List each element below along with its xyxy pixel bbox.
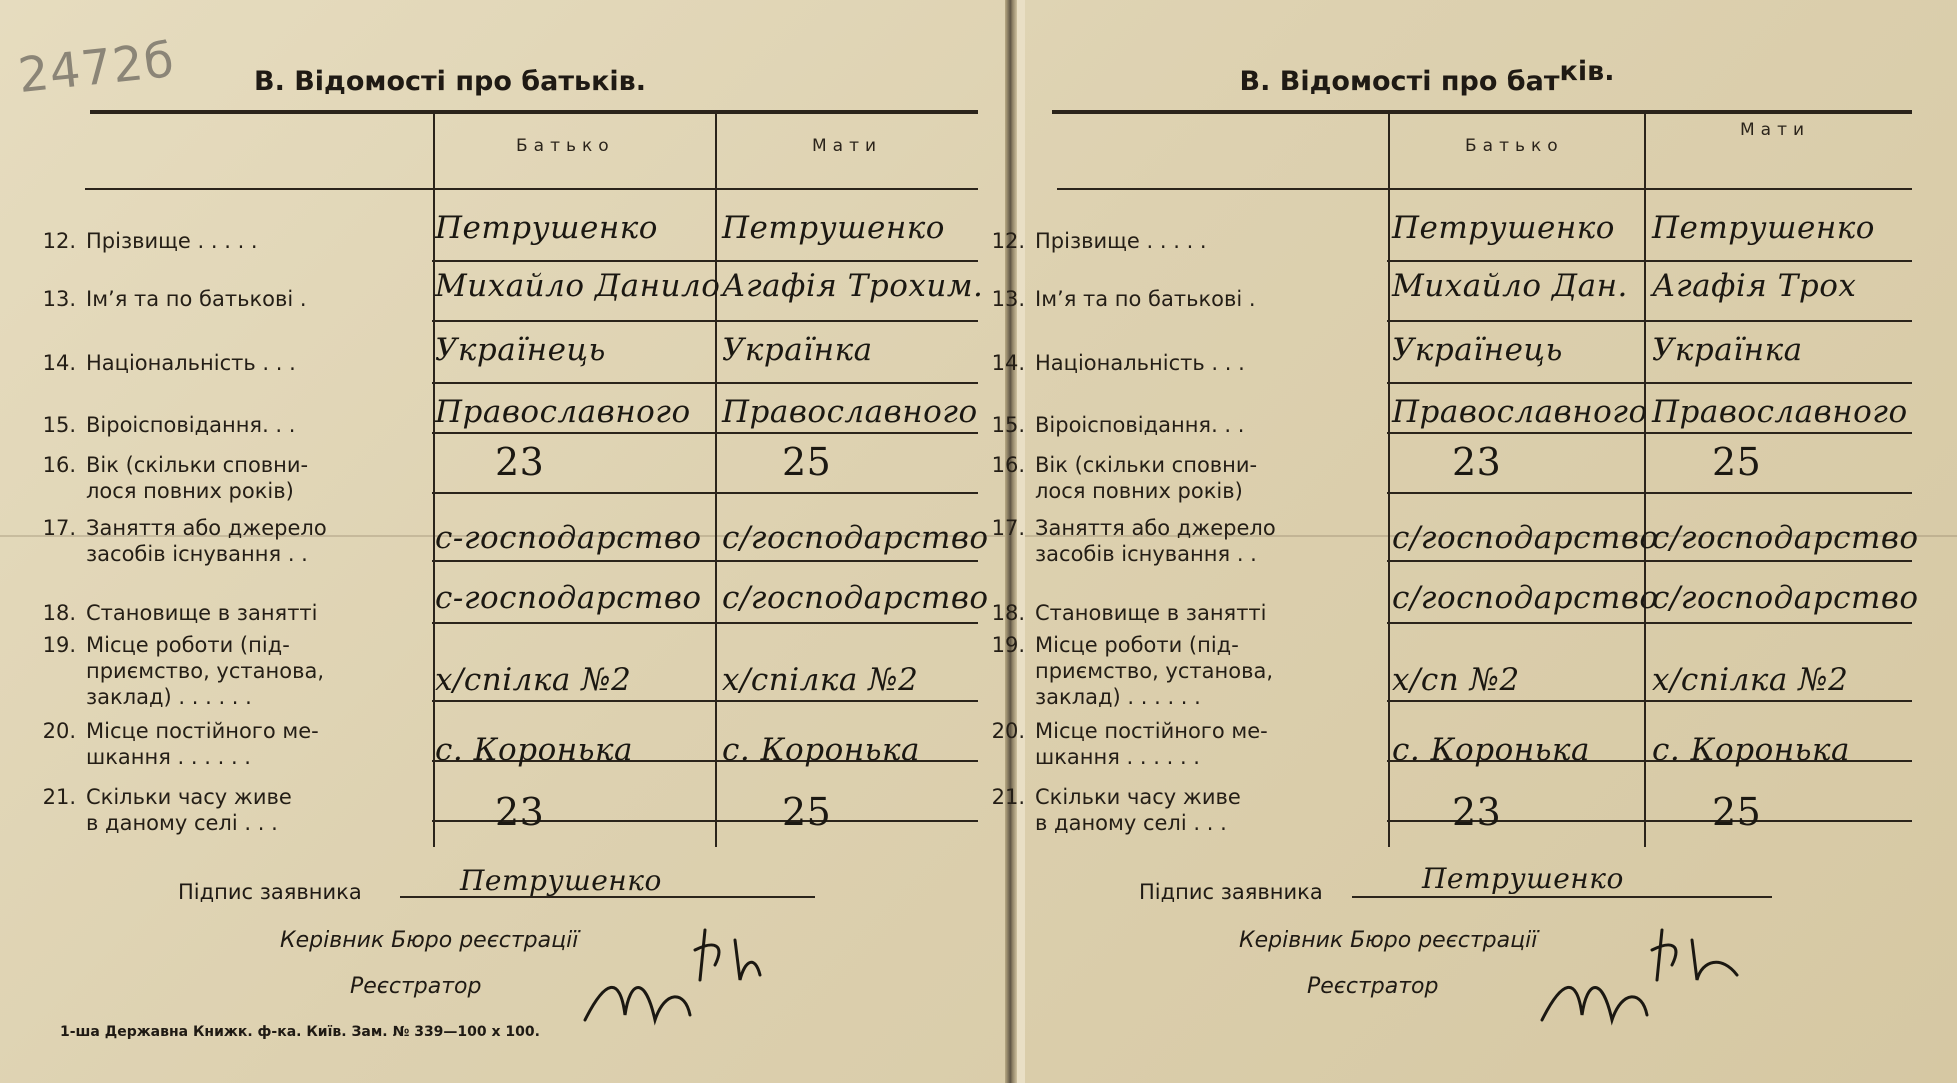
field-number: 21. <box>991 785 1025 809</box>
mother-entry-20: с. Коронька <box>722 732 921 768</box>
field-label-16 <box>979 452 1257 504</box>
field-label-14 <box>30 350 296 376</box>
field-label-16 <box>30 452 308 504</box>
field-label-text: засобів існування . . <box>86 542 308 566</box>
bureau-head-label: Керівник Бюро реєстрації <box>280 928 579 953</box>
field-number: 16. <box>991 453 1025 477</box>
father-entry-18: с/господарство <box>1392 580 1659 616</box>
field-label-text: в даному селі . . . <box>1035 811 1227 835</box>
mother-entry-15: Православного <box>1652 394 1908 430</box>
field-label-text: Заняття або джерело <box>86 516 327 540</box>
mother-entry-20: с. Коронька <box>1652 732 1851 768</box>
mother-entry-16: 25 <box>782 440 832 484</box>
field-label-text: лося повних років) <box>86 479 294 503</box>
field-label-text: Становище в занятті <box>1035 601 1267 625</box>
mother-entry-13: Агафія Трох <box>1652 268 1857 304</box>
row-rule <box>1387 622 1912 624</box>
field-label-text: заклад) . . . . . . <box>1035 685 1201 709</box>
father-entry-17: с/господарство <box>1392 520 1659 556</box>
row-rule <box>1387 492 1912 494</box>
field-label-18 <box>30 600 318 626</box>
field-label-12 <box>979 228 1207 254</box>
row-rule <box>432 560 978 562</box>
column-header-father: Батько <box>516 136 615 156</box>
column-divider <box>1388 112 1390 847</box>
mother-entry-17: с/господарство <box>1652 520 1919 556</box>
field-label-20 <box>979 718 1268 770</box>
father-entry-21: 23 <box>495 790 545 834</box>
row-rule <box>432 382 978 384</box>
field-label-text: Національність . . . <box>86 351 296 375</box>
row-rule <box>1387 432 1912 434</box>
field-number: 18. <box>991 601 1025 625</box>
field-number: 14. <box>42 351 76 375</box>
applicant-signature-label: Підпис заявника <box>1139 880 1323 904</box>
field-label-20 <box>30 718 319 770</box>
field-number: 19. <box>991 633 1025 657</box>
field-label-12 <box>30 228 258 254</box>
official-signature <box>1522 920 1752 1050</box>
column-divider <box>715 112 717 847</box>
father-entry-20: с. Коронька <box>435 732 634 768</box>
row-rule <box>1387 560 1912 562</box>
column-divider <box>1644 112 1646 847</box>
field-label-text: Місце постійного ме- <box>86 719 319 743</box>
field-label-17 <box>30 515 327 567</box>
field-number: 12. <box>991 229 1025 253</box>
mother-entry-21: 25 <box>1712 790 1762 834</box>
field-label-text: Скільки часу живе <box>86 785 292 809</box>
field-label-13 <box>979 286 1256 312</box>
field-number: 18. <box>42 601 76 625</box>
field-label-17 <box>979 515 1276 567</box>
field-label-text: Місце постійного ме- <box>1035 719 1268 743</box>
field-label-text: Прізвище . . . . . <box>86 229 258 253</box>
registrar-label: Реєстратор <box>350 974 482 999</box>
field-label-15 <box>30 412 295 438</box>
field-label-text: Вік (скільки сповни- <box>86 453 309 477</box>
father-entry-13: Михайло Данило <box>435 268 721 304</box>
field-label-14 <box>979 350 1245 376</box>
field-label-text: Ім’я та по батькові . <box>86 287 307 311</box>
mother-entry-13: Агафія Трохим. <box>722 268 984 304</box>
column-header-mother: Мати <box>1740 120 1811 140</box>
father-entry-13: Михайло Дан. <box>1392 268 1628 304</box>
mother-entry-14: Українка <box>1652 332 1803 368</box>
field-number: 15. <box>991 413 1025 437</box>
applicant-signature: Петрушенко <box>1422 862 1624 895</box>
field-number: 16. <box>42 453 76 477</box>
pencil-note: 2472б <box>15 31 178 105</box>
father-entry-19: х/сп №2 <box>1392 662 1520 698</box>
row-rule <box>432 700 978 702</box>
field-label-21 <box>30 784 292 836</box>
column-header-father: Батько <box>1465 136 1564 156</box>
field-label-text: приємство, установа, <box>1035 659 1274 683</box>
father-entry-21: 23 <box>1452 790 1502 834</box>
field-label-19 <box>979 632 1273 710</box>
father-entry-12: Петрушенко <box>1392 210 1615 246</box>
field-label-18 <box>979 600 1267 626</box>
field-number: 17. <box>42 516 76 540</box>
mother-entry-15: Православного <box>722 394 978 430</box>
field-label-text: шкання . . . . . . <box>86 745 251 769</box>
field-label-text: приємство, установа, <box>86 659 325 683</box>
row-rule <box>1387 260 1912 262</box>
mother-entry-12: Петрушенко <box>1652 210 1875 246</box>
field-number: 13. <box>42 287 76 311</box>
top-rule <box>90 110 978 114</box>
field-number: 12. <box>42 229 76 253</box>
father-entry-20: с. Коронька <box>1392 732 1591 768</box>
father-entry-18: с-господарство <box>435 580 702 616</box>
field-label-text: Місце роботи (під- <box>86 633 290 657</box>
mother-entry-16: 25 <box>1712 440 1762 484</box>
father-entry-14: Українець <box>435 332 606 368</box>
field-label-text: Місце роботи (під- <box>1035 633 1239 657</box>
field-label-text: Ім’я та по батькові . <box>1035 287 1256 311</box>
father-entry-17: с-господарство <box>435 520 702 556</box>
field-label-13 <box>30 286 307 312</box>
field-number: 17. <box>991 516 1025 540</box>
mother-entry-21: 25 <box>782 790 832 834</box>
father-entry-16: 23 <box>1452 440 1502 484</box>
form-title: В. Відомості про батьків. <box>253 66 646 97</box>
father-entry-12: Петрушенко <box>435 210 658 246</box>
field-label-text: Заняття або джерело <box>1035 516 1276 540</box>
field-label-21 <box>979 784 1241 836</box>
header-rule <box>85 188 978 190</box>
field-number: 21. <box>42 785 76 809</box>
mother-entry-12: Петрушенко <box>722 210 945 246</box>
mother-entry-18: с/господарство <box>1652 580 1919 616</box>
field-number: 20. <box>991 719 1025 743</box>
field-label-19 <box>30 632 324 710</box>
father-entry-15: Православного <box>1392 394 1648 430</box>
field-label-15 <box>979 412 1244 438</box>
row-rule <box>432 432 978 434</box>
row-rule <box>1387 382 1912 384</box>
row-rule <box>432 622 978 624</box>
official-signature <box>565 920 775 1050</box>
field-label-text: Становище в занятті <box>86 601 318 625</box>
bureau-head-label: Керівник Бюро реєстрації <box>1239 928 1538 953</box>
row-rule <box>432 492 978 494</box>
father-entry-15: Православного <box>435 394 691 430</box>
field-label-text: заклад) . . . . . . <box>86 685 252 709</box>
mother-entry-14: Українка <box>722 332 873 368</box>
field-label-text: Віроісповідання. . . <box>86 413 296 437</box>
mother-entry-19: х/спілка №2 <box>722 662 919 698</box>
field-number: 14. <box>991 351 1025 375</box>
signature-line <box>1352 896 1772 898</box>
mother-entry-18: с/господарство <box>722 580 989 616</box>
field-label-text: в даному селі . . . <box>86 811 278 835</box>
mother-entry-17: с/господарство <box>722 520 989 556</box>
mother-entry-19: х/спілка №2 <box>1652 662 1849 698</box>
row-rule <box>432 260 978 262</box>
column-header-mother: Мати <box>812 136 883 156</box>
father-entry-19: х/спілка №2 <box>435 662 632 698</box>
row-rule <box>1387 320 1912 322</box>
field-label-text: лося повних років) <box>1035 479 1243 503</box>
row-rule <box>1387 700 1912 702</box>
form-right <box>957 0 1957 1083</box>
field-label-text: Національність . . . <box>1035 351 1245 375</box>
field-label-text: Прізвище . . . . . <box>1035 229 1207 253</box>
field-number: 13. <box>991 287 1025 311</box>
form-title-right: В. Відомості про батків. <box>1239 56 1615 97</box>
registrar-label: Реєстратор <box>1307 974 1439 999</box>
field-label-text: Вік (скільки сповни- <box>1035 453 1258 477</box>
field-number: 15. <box>42 413 76 437</box>
row-rule <box>432 320 978 322</box>
applicant-signature-label: Підпис заявника <box>178 880 362 904</box>
field-label-text: Скільки часу живе <box>1035 785 1241 809</box>
father-entry-14: Українець <box>1392 332 1563 368</box>
field-label-text: Віроісповідання. . . <box>1035 413 1245 437</box>
field-label-text: шкання . . . . . . <box>1035 745 1200 769</box>
field-number: 20. <box>42 719 76 743</box>
header-rule <box>1057 188 1912 190</box>
field-label-text: засобів існування . . <box>1035 542 1257 566</box>
father-entry-16: 23 <box>495 440 545 484</box>
applicant-signature: Петрушенко <box>460 864 662 897</box>
printer-imprint: 1-ша Державна Книжк. ф-ка. Київ. Зам. № 339—100 х 100. <box>60 1024 540 1040</box>
field-number: 19. <box>42 633 76 657</box>
top-rule <box>1052 110 1912 114</box>
